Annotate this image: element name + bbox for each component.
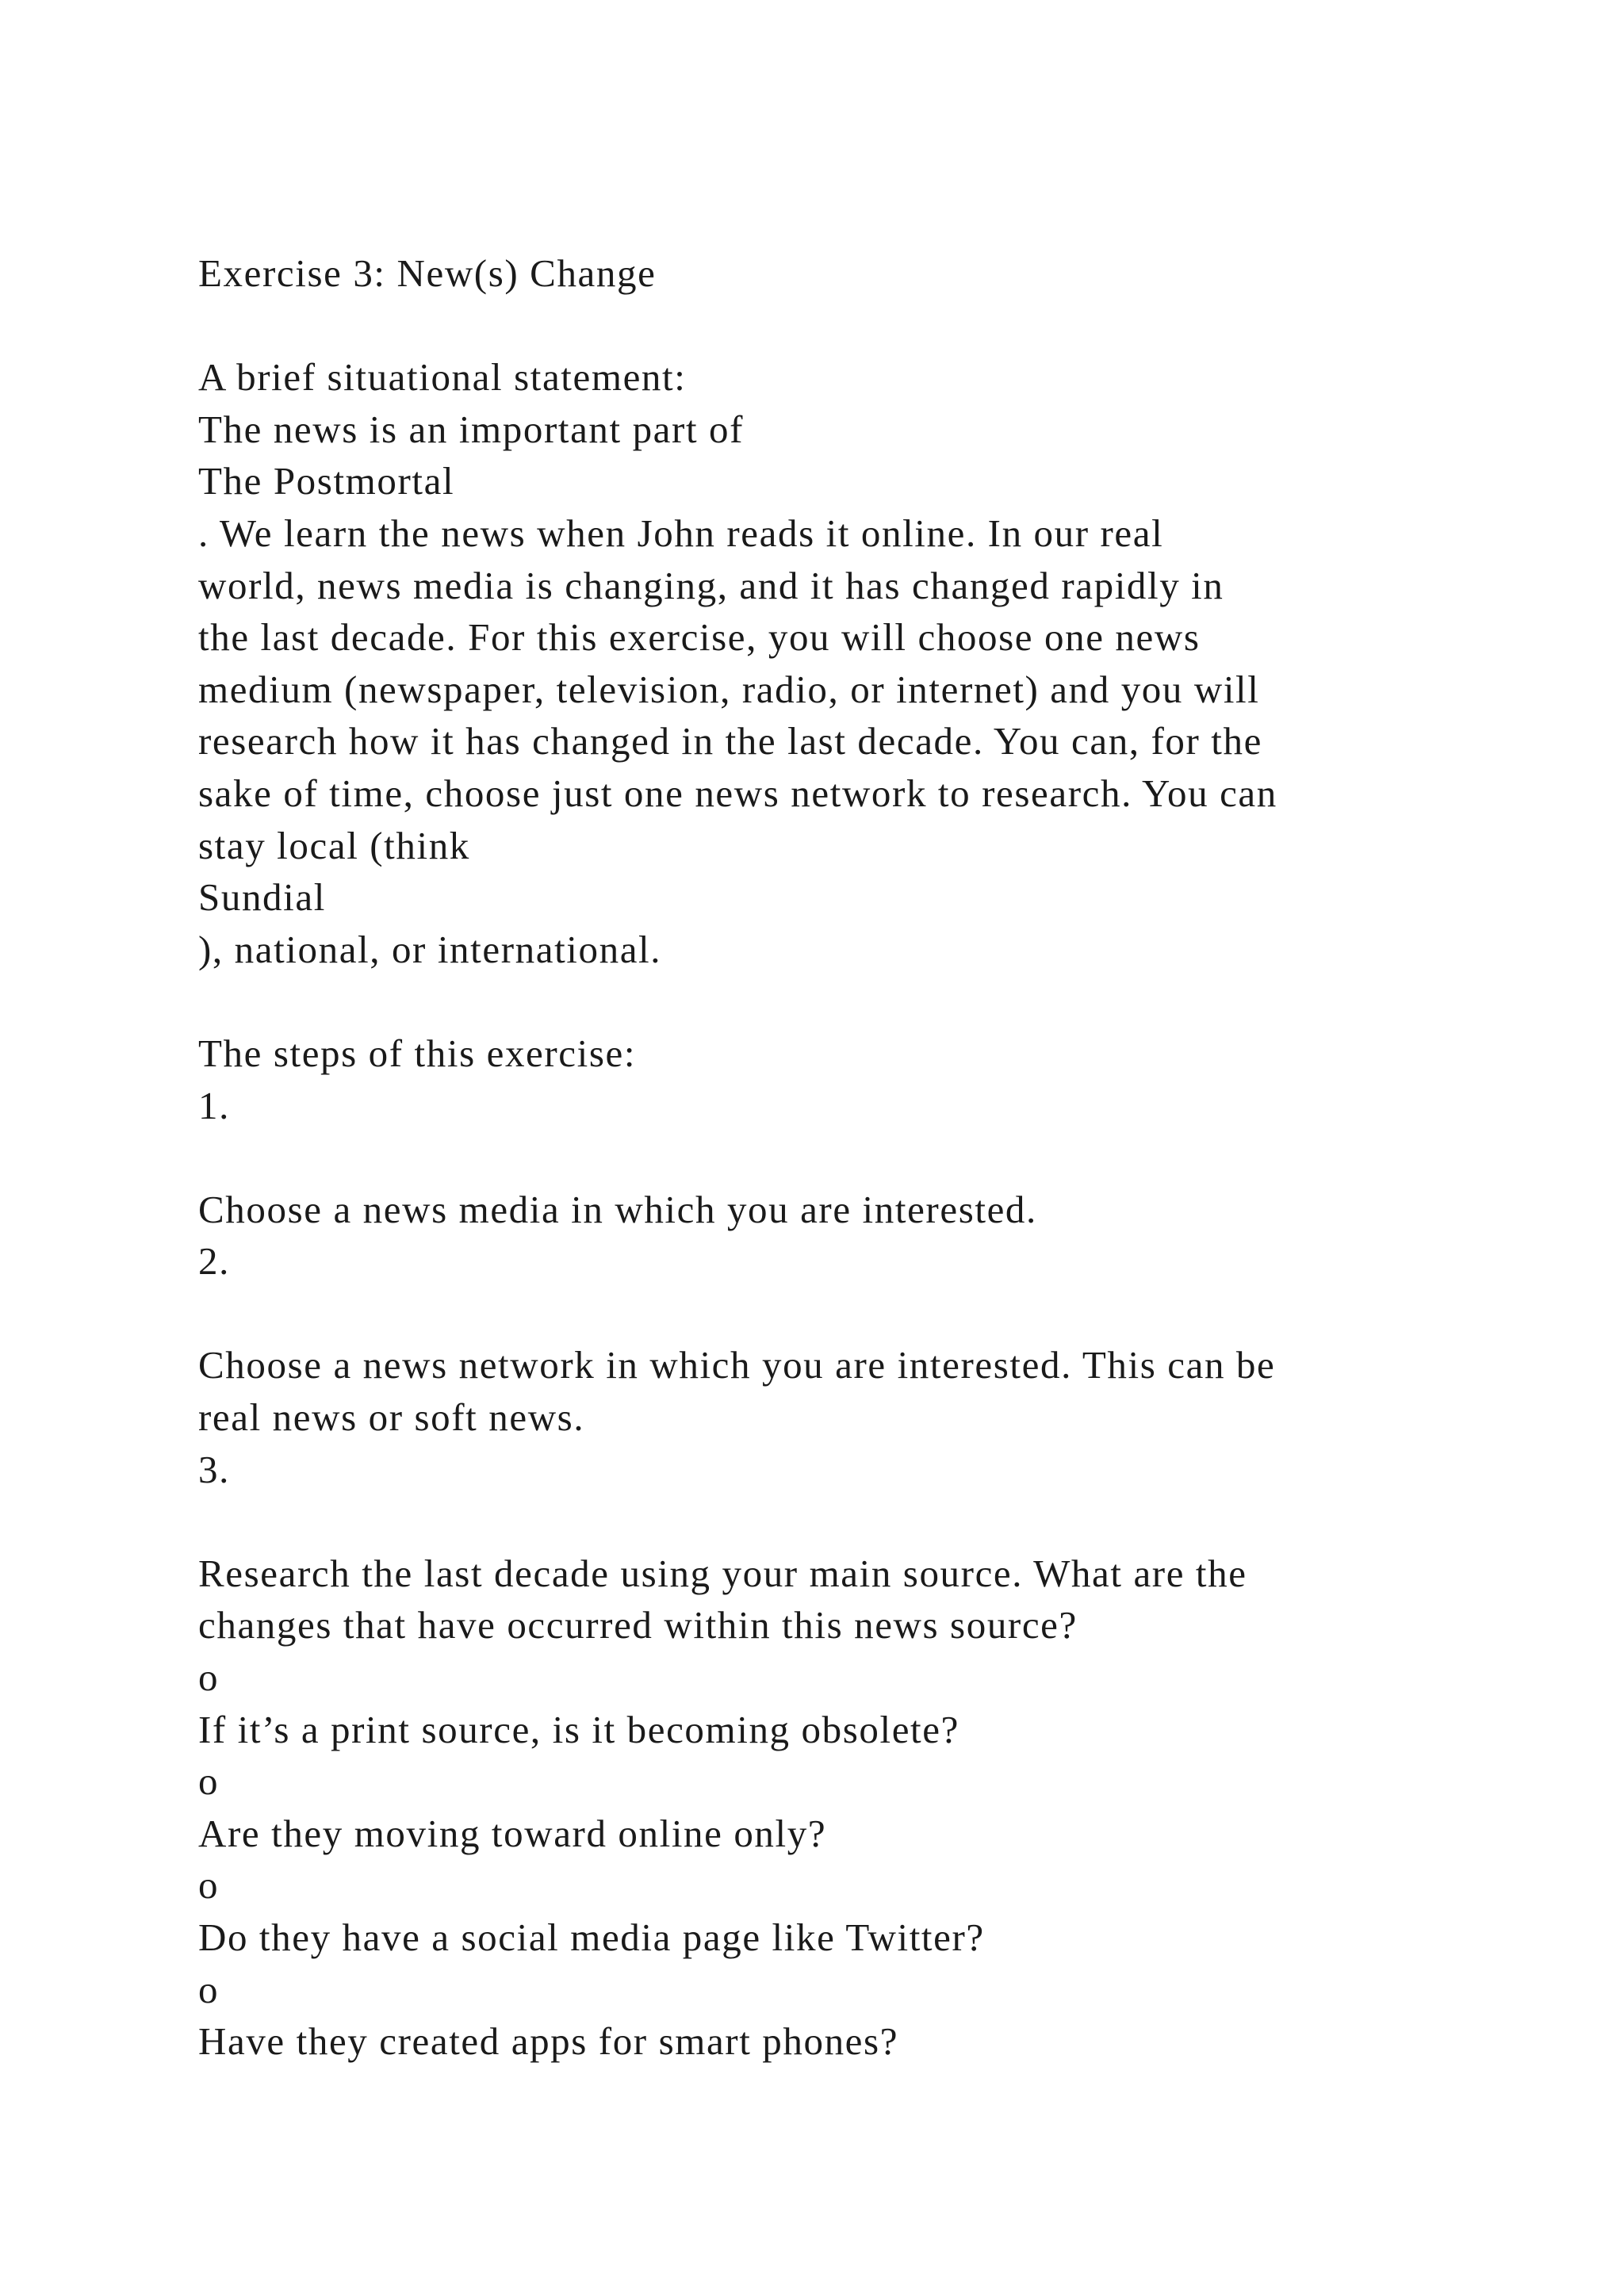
step-number: 2. [198, 1239, 230, 1284]
paragraph-line: stay local (think [198, 823, 470, 867]
blank-line [198, 1131, 1546, 1184]
step-text: real news or soft news. [198, 1395, 585, 1440]
situational-heading: A brief situational statement: [198, 355, 687, 400]
bullet-marker: o [198, 1863, 220, 1908]
paragraph-line: ), national, or international. [198, 927, 662, 971]
paragraph-line: world, news media is changing, and it has changed rapidly in [198, 563, 1224, 607]
paragraph-line: The news is an important part of [198, 407, 745, 451]
bullet-text: If it’s a print source, is it becoming obsolete? [198, 1707, 959, 1751]
book-title-line: The Postmortal [198, 459, 455, 503]
step-text: Choose a news media in which you are interested. [198, 1187, 1037, 1231]
step-number: 3. [198, 1447, 230, 1491]
document-body [198, 247, 1546, 2068]
paragraph-line: . We learn the news when John reads it online. In our real [198, 511, 1164, 555]
step-text: Choose a news network in which you are interested. This can be [198, 1343, 1276, 1387]
step-text: Research the last decade using your main source. What are the [198, 1551, 1247, 1595]
paragraph-line: research how it has changed in the last decade. You can, for the [198, 719, 1262, 763]
paragraph-line: the last decade. For this exercise, you will choose one news [198, 615, 1201, 660]
bullet-text: Do they have a social media page like Twitter? [198, 1915, 985, 1959]
bullet-marker: o [198, 1759, 220, 1804]
newspaper-name-line: Sundial [198, 875, 326, 920]
bullet-text: Are they moving toward online only? [198, 1811, 827, 1855]
blank-line [198, 1495, 1546, 1548]
bullet-marker: o [198, 1655, 220, 1700]
steps-heading: The steps of this exercise: [198, 1031, 637, 1075]
blank-line [198, 300, 1546, 352]
blank-line [198, 1288, 1546, 1340]
document-title: Exercise 3: New(s) Change [198, 251, 657, 295]
bullet-marker: o [198, 1967, 220, 2011]
step-text: changes that have occurred within this news source? [198, 1603, 1078, 1647]
blank-line [198, 975, 1546, 1027]
paragraph-line: sake of time, choose just one news network to research. You can [198, 771, 1277, 815]
paragraph-line: medium (newspaper, television, radio, or internet) and you will [198, 667, 1260, 711]
bullet-text: Have they created apps for smart phones? [198, 2019, 899, 2064]
step-number: 1. [198, 1083, 230, 1127]
